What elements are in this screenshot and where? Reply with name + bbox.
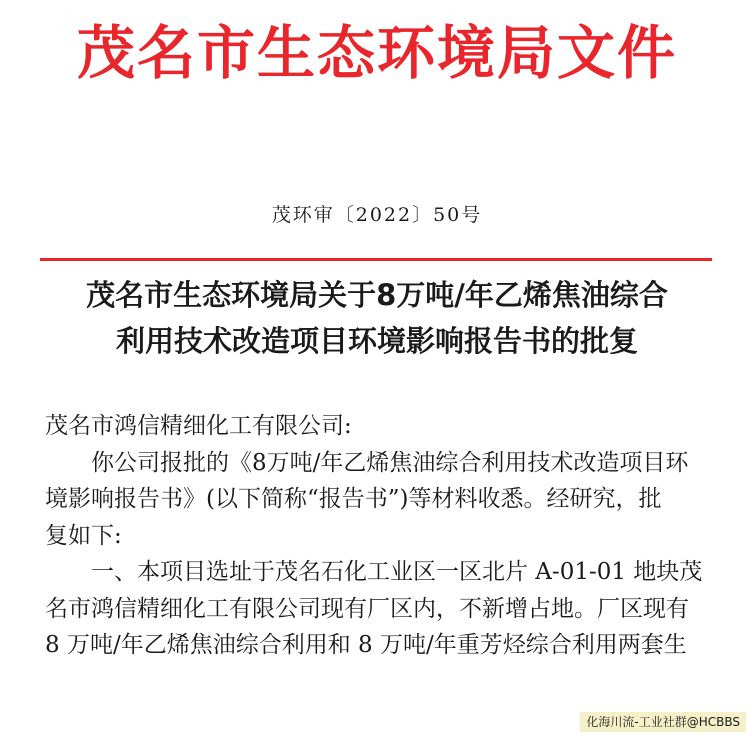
body-line: 名市鸿信精细化工有限公司现有厂区内，不新增占地。厂区现有 xyxy=(45,595,689,622)
document-title-line-2: 利用技术改造项目环境影响报告书的批复 xyxy=(115,324,638,358)
body-line: 8 万吨/年乙烯焦油综合利用和 8 万吨/年重芳烃综合利用两套生 xyxy=(45,632,687,658)
body-line: 你公司报批的《8万吨/年乙烯焦油综合利用技术改造项目环 xyxy=(91,449,689,476)
document-title-line-1: 茂名市生态环境局关于8万吨/年乙烯焦油综合 xyxy=(86,278,668,312)
body-line: 境影响报告书》(以下简称“报告书”)等材料收悉。经研究，批 xyxy=(45,486,662,512)
document-title xyxy=(20,272,734,364)
body-line: 复如下: xyxy=(45,522,122,549)
body-line: 一、本项目选址于茂名石化工业区一区北片 A-01-01 地块茂 xyxy=(91,559,703,585)
issuing-authority-header: 茂名市生态环境局文件 xyxy=(76,19,677,87)
red-divider-line xyxy=(40,258,712,261)
source-watermark: 化海川流-工业社群@HCBBS xyxy=(580,712,746,732)
document-number: 茂环审〔2022〕50号 xyxy=(271,204,483,226)
document-body xyxy=(45,408,715,664)
addressee: 茂名市鸿信精细化工有限公司: xyxy=(45,413,352,439)
